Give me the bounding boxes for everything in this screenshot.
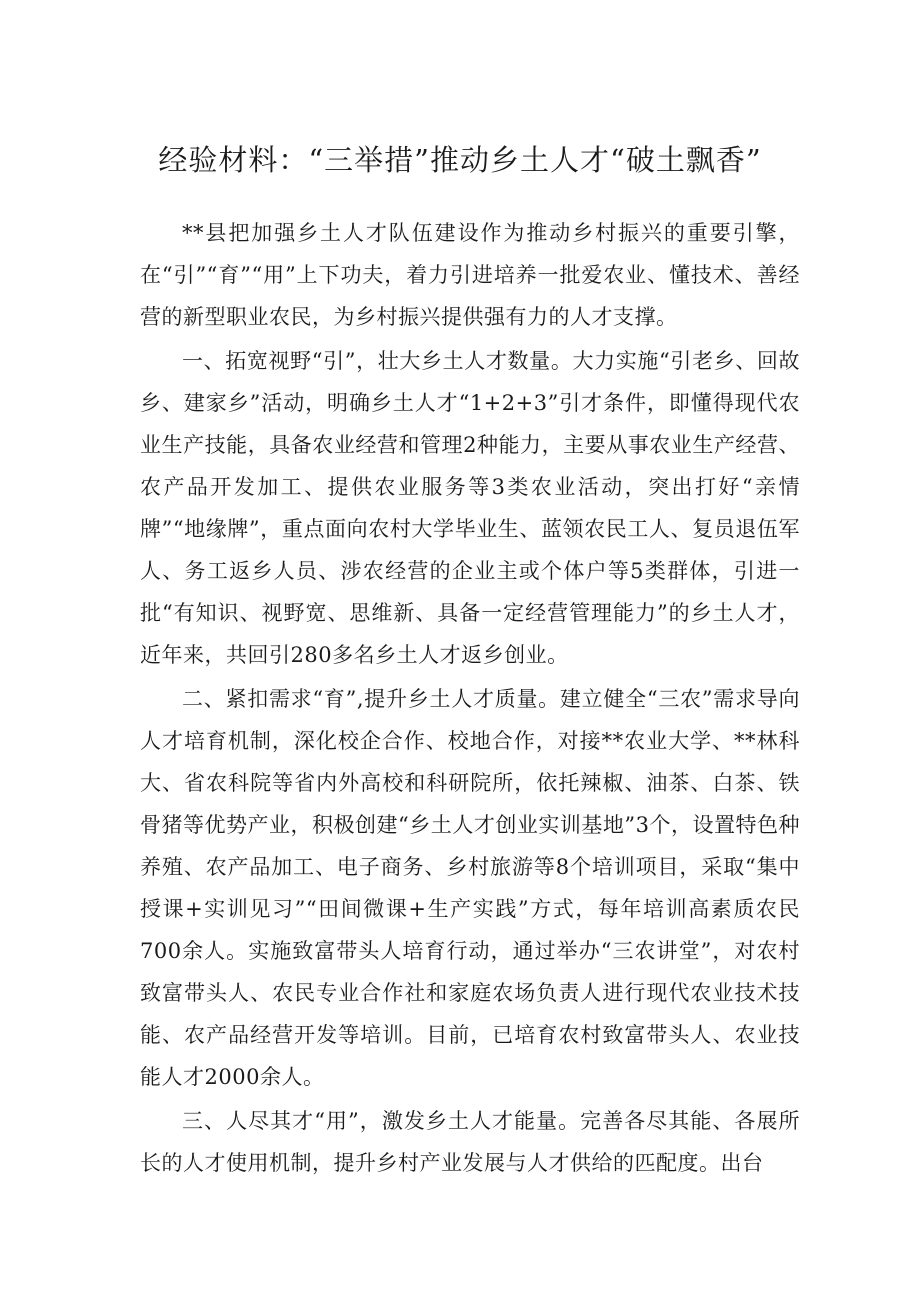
paragraph-section-one: 一、拓宽视野“引”，壮大乡土人才数量。大力实施“引老乡、回故乡、建家乡”活动，明确乡土人才“1+2+3”引才条件，即懂得现代农业生产技能，具备农业经营和管理2种能力，主要从事农业生产经营、农产品开发加工、提供农业服务等3类农业活动，突出打好“亲情牌”“地缘牌”，重点面向农村大学毕业生、蓝领农民工人、复员退伍军人、务工返乡人员、涉农经营的企业主或个体户等5类群体，引进一批“有知识、视野宽、思维新、具备一定经营管理能力”的乡土人才，近年来，共回引280多名乡土人才返乡创业。	[140, 349, 800, 667]
paragraph-intro: **县把加强乡土人才队伍建设作为推动乡村振兴的重要引擎，在“引”“育”“用”上下功夫，着力引进培养一批爱农业、懂技术、善经营的新型职业农民，为乡村振兴提供强有力的人才支撑。	[140, 221, 800, 329]
paragraph-section-three: 三、人尽其才“用”，激发乡土人才能量。完善各尽其能、各展所长的人才使用机制，提升乡村产业发展与人才供给的匹配度。出台	[140, 1109, 800, 1175]
paragraph-section-two: 二、紧扣需求“育”,提升乡土人才质量。建立健全“三农”需求导向人才培育机制，深化校企合作、校地合作，对接**农业大学、**林科大、省农科院等省内外高校和科研院所，依托辣椒、油茶、白茶、铁骨猪等优势产业，积极创建“乡土人才创业实训基地”3个，设置特色种养殖、农产品加工、电子商务、乡村旅游等8个培训项目，采取“集中授课+实训见习”“田间微课+生产实践”方式，每年培训高素质农民700余人。实施致富带头人培育行动，通过举办“三农讲堂”，对农村致富带头人、农民专业合作社和家庭农场负责人进行现代农业技术技能、农产品经营开发等培训。目前，已培育农村致富带头人、农业技能人才2000余人。	[140, 687, 800, 1089]
document-body	[140, 212, 800, 1184]
document-title: 经验材料：“三举措”推动乡土人才“破土飘香”	[158, 143, 762, 177]
